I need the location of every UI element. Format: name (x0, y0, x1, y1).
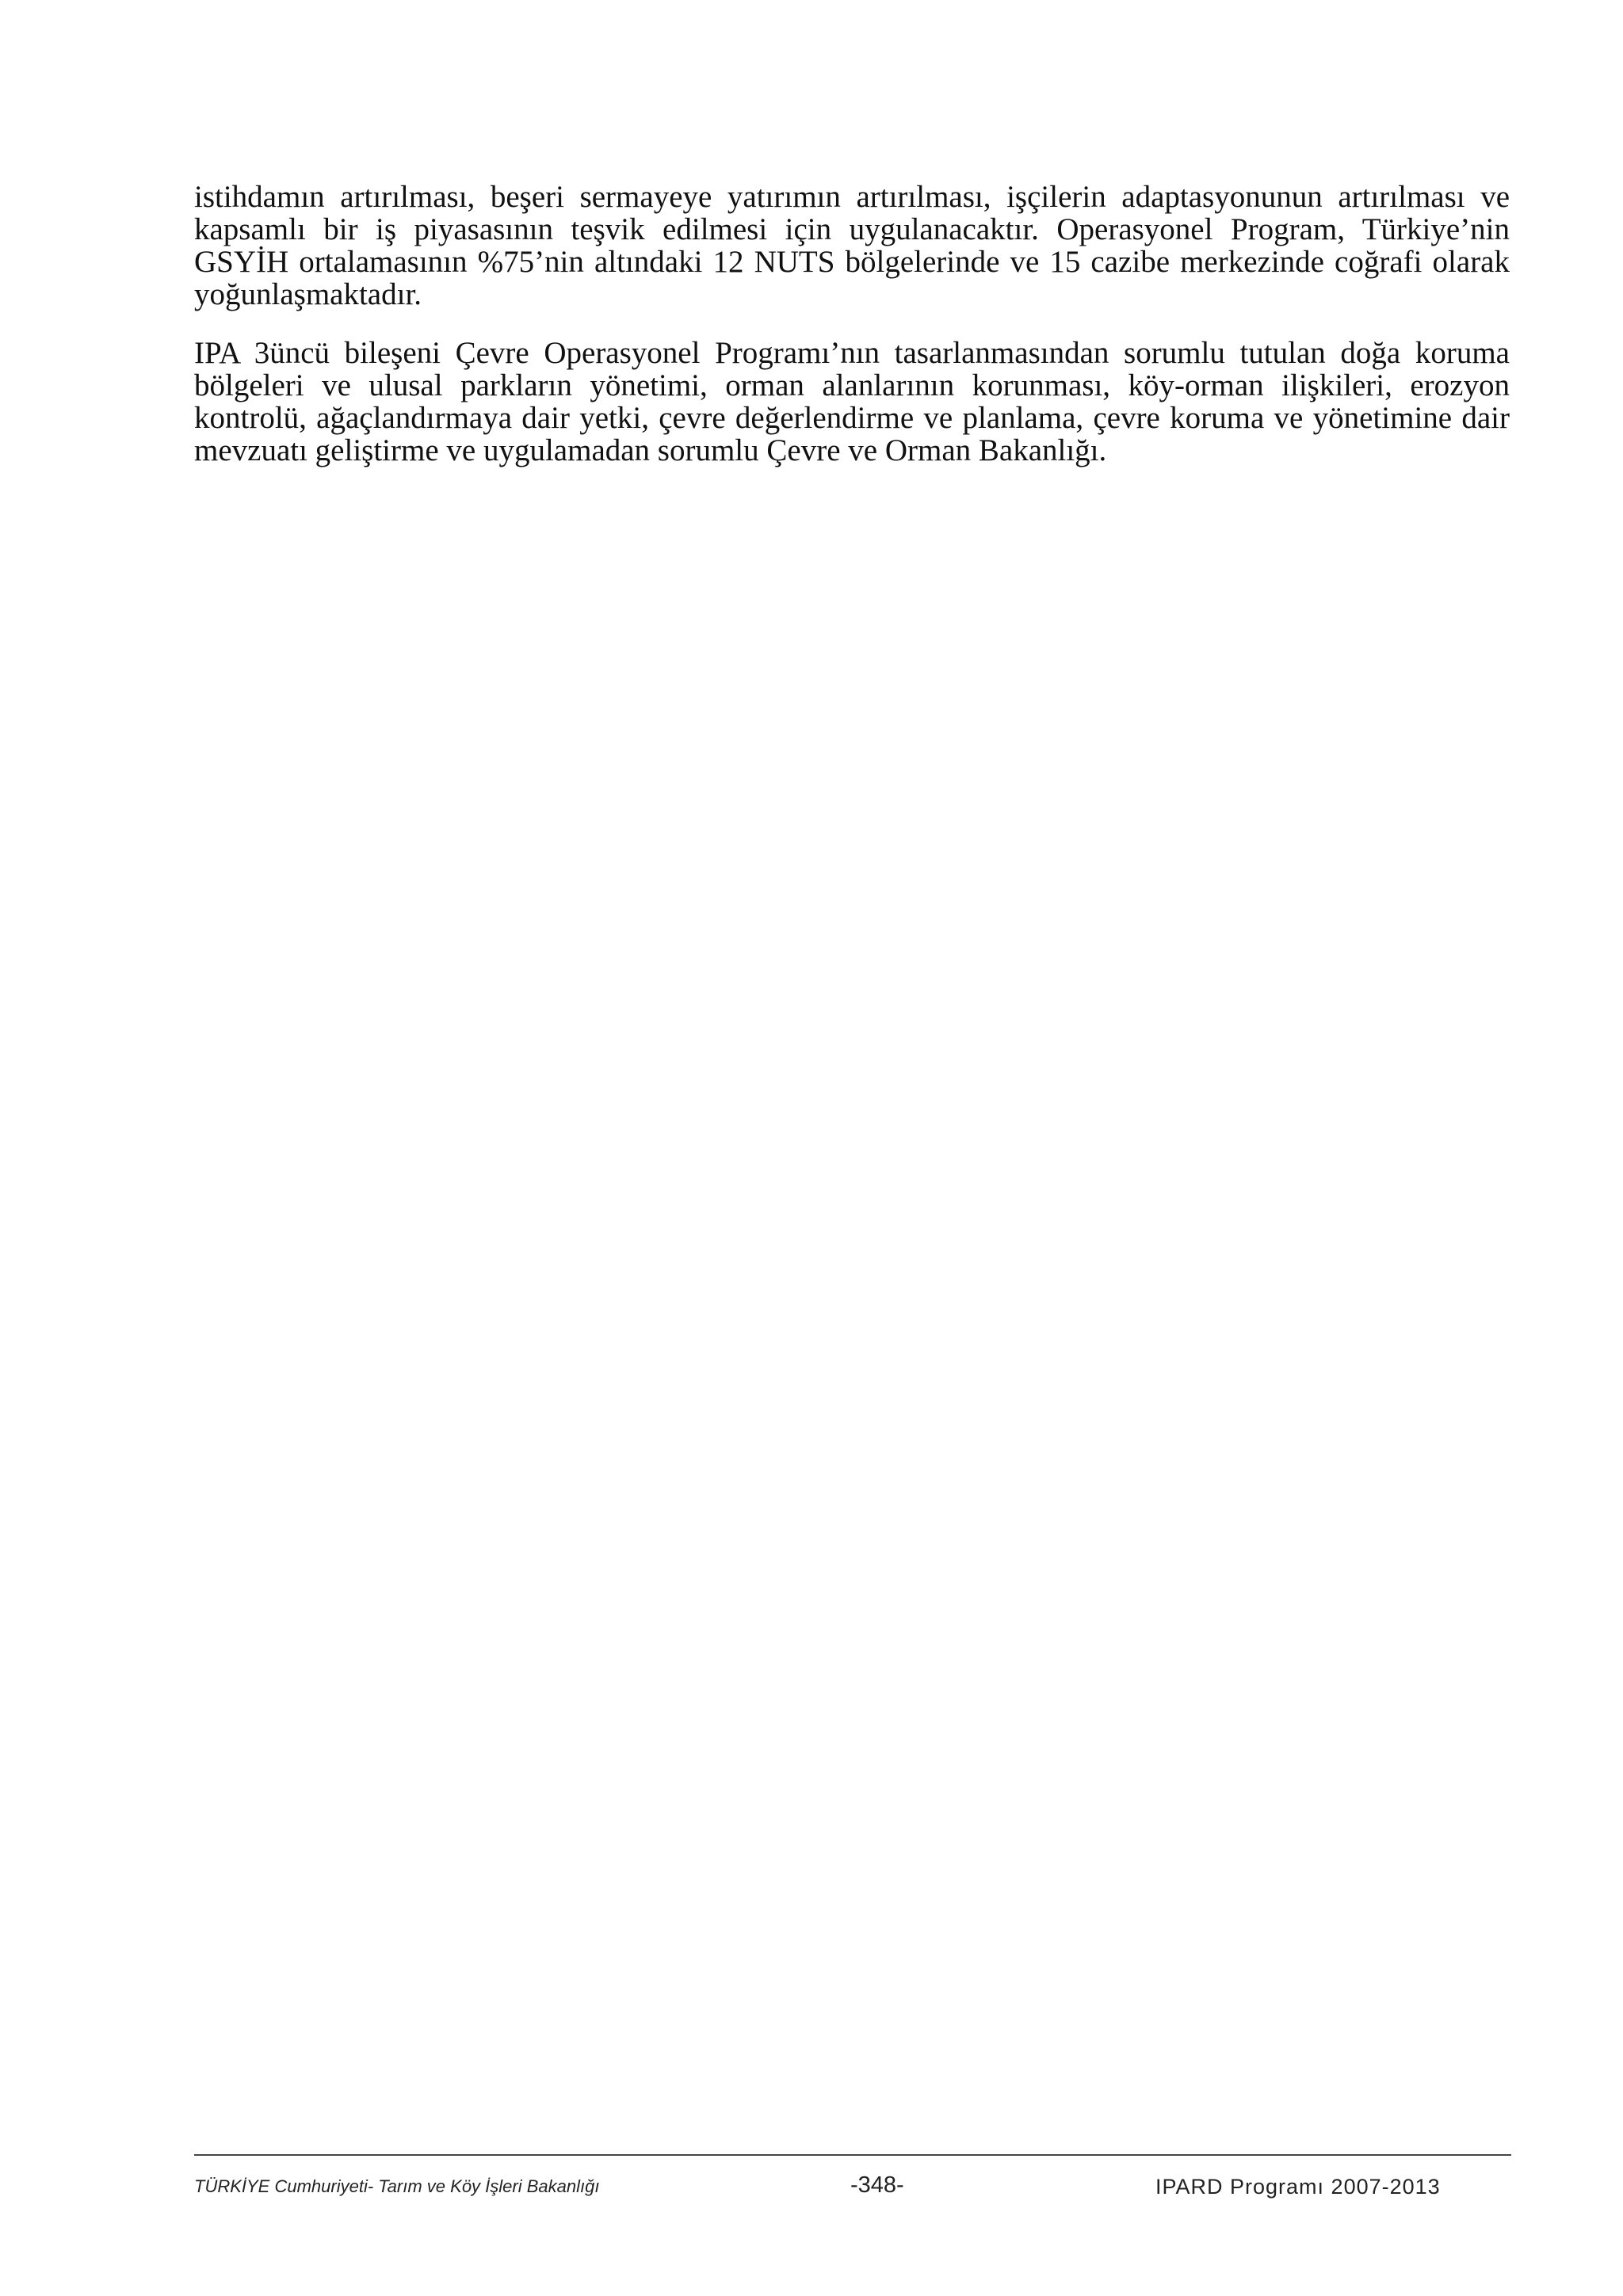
paragraph-text: IPA 3üncü bileşeni Çevre Operasyonel Programı’nın tasarlanmasından sorumlu tutulan doğa koruma bölgeleri ve ulusal parkların yönetimi, orman alanlarının korunması, köy-orman ilişkileri, erozyon kontrolü, ağaçlandırmaya dair yetki, çevre değerlendirme ve planlama, çevre koruma ve yönetimine dair mevzuatı geliştirme ve uygulamadan sorumlu Çevre ve Orman Bakanlığı. (194, 336, 1510, 467)
footer-ministry-name: TÜRKİYE Cumhuriyeti- Tarım ve Köy İşleri Bakanlığı (194, 2176, 600, 2196)
footer-divider (194, 2154, 1511, 2156)
body-paragraph-1 (194, 181, 1510, 311)
footer-page-number: -348- (850, 2172, 904, 2198)
footer-program-title: IPARD Programı 2007-2013 (1155, 2175, 1441, 2199)
body-paragraph-2 (194, 337, 1510, 467)
paragraph-text: istihdamın artırılması, beşeri sermayeye yatırımın artırılması, işçilerin adaptasyonunun artırılması ve kapsamlı bir iş piyasasının teşvik edilmesi için uygulanacaktır. Operasyonel Program, Türkiye’nin GSYİH ortalamasının %75’nin altındaki 12 NUTS bölgelerinde ve 15 cazibe merkezinde coğrafi olarak yoğunlaşmaktadır. (194, 180, 1510, 311)
